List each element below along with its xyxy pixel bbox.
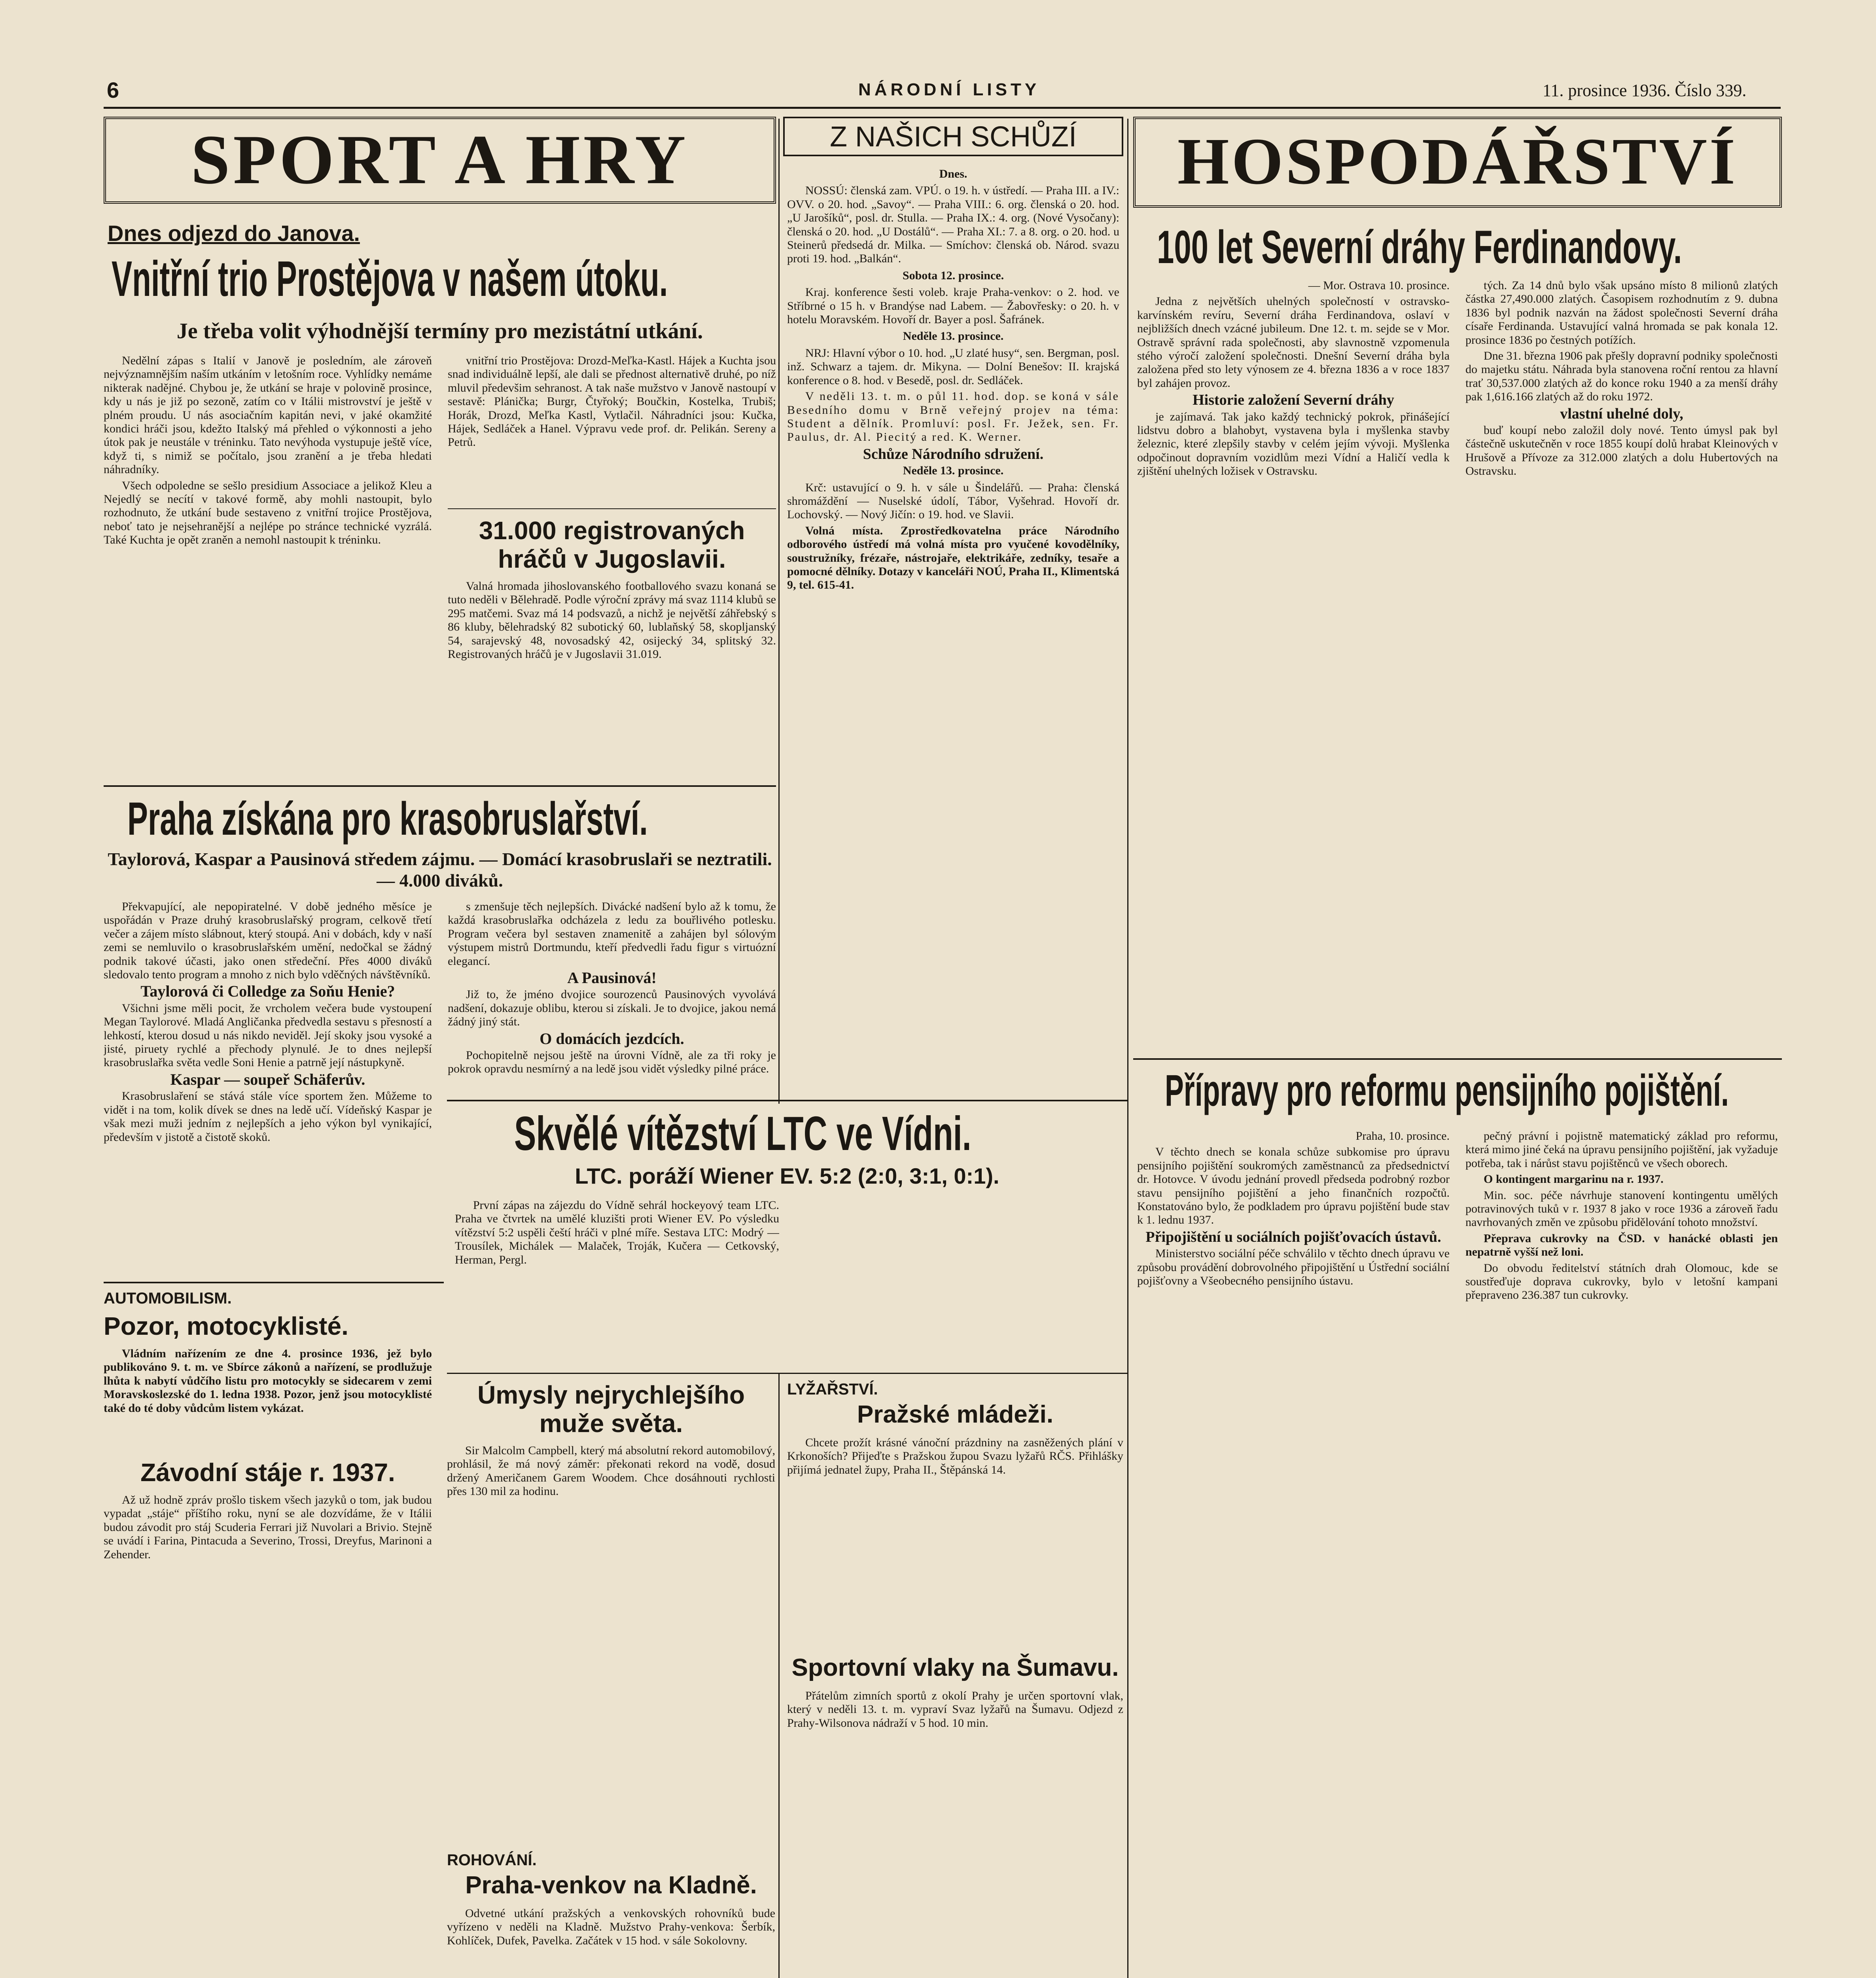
article-column xyxy=(448,354,776,500)
article-column xyxy=(447,1907,775,1978)
section-title-meetings: Z NAŠICH SCHŮZÍ xyxy=(829,121,1077,153)
article-column xyxy=(1137,279,1450,928)
column-rule xyxy=(1127,119,1128,1978)
umysly-article xyxy=(447,1381,775,1978)
subheading: Sobota 12. prosince. xyxy=(902,269,1004,282)
paragraph: Kraj. konference šesti voleb. kraje Praha-venkov: o 2. hod. ve Stříbrné o 15 h. v Brandýse nad Labem. — Žabovřesky: o 20. h. v hotelu Moravském. Hovoří dr. Bayer a posl. Šafránek. xyxy=(787,286,1119,326)
article-headline: Úmysly nejrychlejšího muže světa. xyxy=(477,1381,745,1438)
subheading: Dnes. xyxy=(939,167,967,180)
subheading: Kaspar — soupeř Schäferův. xyxy=(170,1070,365,1088)
subheading: Připojištění u sociálních pojišťovacích ústavů. xyxy=(1145,1228,1441,1245)
paragraph: Pochopitelně nejsou ještě na úrovni Vídně, ale za tři roky je pokrok opravdu nesmírný a na ledě jsou vidět výsledky pilné práce. xyxy=(448,1049,776,1076)
page-number: 6 xyxy=(107,78,119,102)
paragraph: Dne 31. března 1906 pak přešly dopravní podniky společnosti do majetku státu. Náhrada byla stanovena roční rentou za hlavní trať 30,537.000 zlatých až do konce roku 1940 a za menší dráhy pak 1,616.166 zlatých až do roku 1972. xyxy=(1465,349,1778,404)
paragraph: vnitřní trio Prostějova: Drozd-Meľka-Kastl. Hájek a Kuchta jsou snad individuálně lepší, ale dali se přednost alternativě druhé, po níž mluvil předevšim sehranost. A tak naše mužstvo v Janově nastoupí v sestavě: Plánička; Burgr, Čtyřoký; Boučkin, Kostelka, Trubiš; Horák, Drozd, Meľka Kastl, Vytlačil. Náhradníci jsou: Kučka, Hájek, Sedláček a Hanel. Výpravu vede prof. dr. Pelikán. Sereny a Petrů. xyxy=(448,354,776,449)
article-column xyxy=(787,1689,1123,1978)
section-rule xyxy=(447,1100,1127,1101)
section-title-sport: SPORT A HRY xyxy=(191,120,689,199)
newspaper-name: NÁRODNÍ LISTY xyxy=(858,80,1040,99)
article-headline: Přípravy pro reformu pensijního pojištění. xyxy=(1165,1066,1729,1115)
paragraph: První zápas na zájezdu do Vídně sehrál hockeyový team LTC. Praha ve čtvrtek na umělé kluzišti proti Wiener EV. Po výsledku vítězství 5:2 uspěli čeští hráči v plné míře. Sestava LTC: Modrý — Trousílek, Michálek — Malaček, Troják, Kučera — Cetkovský, Herman, Pergl. xyxy=(455,1199,779,1266)
article-column xyxy=(104,900,432,1264)
meetings-column xyxy=(787,164,1119,936)
subheading: A Pausinová! xyxy=(567,969,657,987)
paragraph: buď koupí nebo založil doly nové. Tento úmysl pak byl částečně uskutečněn v roce 1855 koupí dolů hrabat Kleinových v Hrušově a Přívoze za 312.000 zlatých a dolu Hubertových na Ostravsku. xyxy=(1465,424,1778,478)
article-column xyxy=(104,1493,432,1978)
paragraph: Do obvodu ředitelství státních drah Olomouc, kde se soustřeďuje doprava cukrovky, bylo v letošní kampani přepraveno 236.387 tun cukrovky. xyxy=(1465,1261,1778,1302)
paragraph: Překvapující, ale nepopiratelné. V době jedného měsíce je uspořádán v Praze druhý krasobruslařský program, celkově třetí večer a zájem místo slábnout, který stoupá. Ani v dobách, kdy v naší zemi se nemluvilo o krasobruslařském umění, nedočkal se žádný podnik takové účasti, jako onen středeční. Přes 4000 diváků sledovalo tento program a mnoho z nich bylo vděčných návštěvníků. xyxy=(104,900,432,981)
paragraph: Jedna z největších uhelných společností v ostravsko-karvínském revíru, Severní dráha Ferdinandova, oslaví v nejbližších dnech vzácné jubileum. Dne 12. t. m. sejde se v Mor. Ostravě správní rada společnosti, aby slavnostně vzpomenula stého výročí založení společnosti. Dnešní Severní dráha byla založena před sto lety výnosem ze 4. března 1836 a v roce 1837 byl zahájen provoz. xyxy=(1137,295,1450,390)
article-headline: Sportovní vlaky na Šumavu. xyxy=(791,1654,1119,1681)
paragraph: Všichni jsme měli pocit, že vrcholem večera bude vystoupení Megan Taylorové. Mladá Angličanka předvedla sestavu s přesností a lehkostí, kterou dosud u nás nikdo neviděl. Její skoky jsou vysoké a jisté, piruety rychlé a přechody plynulé. Je to dnes nejlepší krasobruslařka světa vedle Soni Henie a patrně její nástupkyně. xyxy=(104,1001,432,1069)
paragraph: Nedělní zápas s Italií v Janově je posledním, ale zároveň nejvýznamnějším naším utkáním v letošním roce. Vyhlídky nemáme nikterak nadějné. Chybou je, že utkání se hraje v polovině prosince, kdy u nás je již po sezoně, zatím co v Itálii mistrovství je ještě v plném proudu. U nás asociačním kapitán nevi, v jaké okamžité kondici hráči jsou, kdežto Italský má přehled o výkonnosti a jeho útok pak je neustále v tréninku. Tato nevýhoda vystupuje ještě více, když ti, s nimiž se počítalo, jsou zranění a je třeba hledati náhradníky. xyxy=(104,354,432,476)
article-column xyxy=(1137,1129,1450,1978)
article-headline: Pražské mládeži. xyxy=(857,1401,1054,1428)
paragraph: Vládním nařízením ze dne 4. prosince 1936, jež bylo publikováno 9. t. m. ve Sbírce zákonů a nařízení, se prodlužuje lhůta k nabytí vůdčího listu pro motocykly se sidecarem v zemi Moravskoslezské do 1. ledna 1938. Pozor, jenž jsou motocyklisté také do té doby vůdcům listem vykázat. xyxy=(104,1347,432,1415)
paragraph: Všech odpoledne se sešlo presidium Associace a jelikož Kleu a Nejedlý se necítí v takové formě, aby mohli nastoupit, bylo rozhodnuto, že utkání bude sestaveno z vnitřní trojice Prostějova, neboť tato je nejsehranější a nejlépe po stránce technické vyzrálá. Také Kuchta je opět zraněn a nemohl nastoupit k tréninku. xyxy=(104,479,432,547)
article-headline: 31.000 registrovaných hráčů v Jugoslavii. xyxy=(479,516,745,573)
article-column xyxy=(104,354,432,773)
article-column xyxy=(447,1444,775,1840)
subheading: Taylorová či Colledge za Soňu Henie? xyxy=(140,982,395,1000)
subheading: Neděle 13. prosince. xyxy=(903,464,1004,477)
paragraph: Chcete prožít krásné vánoční prázdniny na zasněžených plání v Krkonoších? Přijeďte s Pražskou župou Svazu lyžařů RČS. Přihlášky přijímá jednatel župy, Praha II., Štěpánská 14. xyxy=(787,1436,1123,1476)
subheading: vlastní uhelné doly, xyxy=(1560,405,1683,422)
paragraph: Odvetné utkání pražských a venkovských rohovníků bude vyřízeno v neděli na Kladně. Mužstvo Prahy-venkova: Šerbík, Kohlíček, Dufek, Pavelka. Začátek v 15 hod. v sále Sokolovny. xyxy=(447,1907,775,1947)
subheading: Neděle 13. prosince. xyxy=(903,330,1004,343)
paragraph: V neděli 13. t. m. o půl 11. hod. dop. se koná v sále Besedního domu v Brně veřejný projev na téma: Student a dělník. Promluví: posl. Fr. Ježek, sen. Fr. Paulus, dr. Al. Piecitý a red. K. Werner. xyxy=(787,390,1119,444)
subheading: Historie založení Severní dráhy xyxy=(1193,392,1394,409)
paragraph: Již to, že jméno dvojice sourozenců Pausinových vyvolává nadšení, dokazuje oblibu, kterou si získali. Je to dvojice, jakou nemá žádný jiný stát. xyxy=(448,988,776,1029)
economy-section xyxy=(1133,117,1782,1978)
article-subheadline: Taylorová, Kaspar a Pausinová středem zájmu. — Domácí krasobruslaři se neztratili. — 4.000 diváků. xyxy=(108,849,772,890)
header-rule xyxy=(104,107,1781,109)
article-headline: Pozor, motocyklisté. xyxy=(104,1312,348,1340)
section-label: LYŽAŘSTVÍ. xyxy=(787,1381,878,1398)
subheading: O kontingent margarinu na r. 1937. xyxy=(1484,1173,1664,1186)
paragraph: je zajímavá. Tak jako každý technický pokrok, přinášející lidstvu dobro a blahobyt, vystavena byla i myšlenka stavby železnic, které zlepšily stavby v celém jejím vývoji. Myšlenka odpočinout dopravním vozidlům mezi Vídní a Haličí vedla k zjištění uhelných ložisek v Ostravsku. xyxy=(1137,410,1450,478)
column-rule xyxy=(778,119,780,1978)
paragraph: tých. Za 14 dnů bylo však upsáno místo 8 milionů zlatých částka 27,490.000 zlatých. Časopisem rozhodnutím z 9. dubna 1836 byl podnik nazván na žádost společnosti Severní dráha císaře Ferdinanda. Ustavující valná hromada se pak konala 12. prosince 1836 po čestných potížích. xyxy=(1465,279,1778,347)
paragraph: Až už hodně zpráv prošlo tiskem všech jazyků o tom, jak budou vypadat „stáje“ příštího roku, nyní se ale dozvídáme, že v Itálii budou závodit pro stáj Scuderia Ferrari již Nuvolari a Brivio. Stejně se uvádí i Farina, Pintacuda a Severino, Trossi, Dreyfus, Marinoni a Zehender. xyxy=(104,1493,432,1561)
subheading: Přeprava cukrovky na ČSD. v hanácké oblasti jen nepatrně vyšší než loni. xyxy=(1465,1232,1778,1259)
article-column xyxy=(104,1347,432,1450)
section-rule xyxy=(447,1373,1127,1374)
subheading: O domácích jezdcích. xyxy=(540,1029,684,1048)
dateline: Praha, 10. prosince. xyxy=(1355,1129,1450,1142)
section-label: ROHOVÁNÍ. xyxy=(447,1851,537,1869)
paragraph: Ministerstvo sociální péče schválilo v těchto dnech úpravu ve způsobu provádění dobrovolného připojištění u Ústřední sociální pojišťovny a Všeobecného pensijního ústavu. xyxy=(1137,1247,1450,1288)
main-subheadline: Je třeba volit výhodnější termíny pro mezistátní utkání. xyxy=(176,319,703,343)
article-column xyxy=(787,1436,1123,1642)
paragraph: Volná místa. Zprostředkovatelna práce Národního odborového ústředí má volná místa pro vyučené kovodělníky, soustružníky, frézaře, nástrojaře, elektrikáře, zedníky, tesaře a pomocné dělníky. Dotazy v kanceláři NOÚ, Praha II., Klimentská 9, tel. 615-41. xyxy=(787,524,1119,592)
paragraph: Sir Malcolm Campbell, který má absolutní rekord automobilový, prohlásil, že má nový záměr: překonati rekord na vodě, dosud držený Američanem Garem Woodem. Chce dosáhnouti rychlosti přes 130 mil za hodinu. xyxy=(447,1444,775,1498)
date-issue: 11. prosince 1936. Číslo 339. xyxy=(1543,81,1747,100)
hockey-article xyxy=(447,1104,1127,1373)
article-subheadline: LTC. poráží Wiener EV. 5:2 (2:0, 3:1, 0:1). xyxy=(575,1163,1000,1188)
paragraph: pečný právní i pojistně matematický základ pro reformu, která mimo jiné čeká na úpravu pensijního pojištění, jak vyžaduje potřeba, tak i nárůst stavu pojištěnců ve všech oborech. xyxy=(1465,1129,1778,1170)
section-title-economy: HOSPODÁŘSTVÍ xyxy=(1177,125,1738,198)
paragraph: V těchto dnech se konala schůze subkomise pro úpravu pensijního pojištění soukromých zaměstnanců za předsednictví dr. Hotovce. V úvodu jednání provedl předseda podrobný rozbor stavu pensijního pojištění a jeho finančních rozpočtů. Konstatováno bylo, že podkladem pro úpravu pojištění bude stav k 1. lednu 1937. xyxy=(1137,1145,1450,1227)
paragraph: Krasobruslaření se stává stále více sportem žen. Můžeme to vidět i na tom, kolik dívek se dnes na ledě učí. Vídeňský Kaspar je však mezi muži jedním z nejlepších a jeho výkon byl vynikající, především v jistotě a čistotě skoků. xyxy=(104,1089,432,1144)
article-column xyxy=(448,580,776,769)
kicker: Dnes odjezd do Janova. xyxy=(108,221,360,246)
article-headline: Závodní stáje r. 1937. xyxy=(140,1458,395,1487)
paragraph: Min. soc. péče návrhuje stanovení kontingentu umělých potravinových tuků v r. 1937 8 jako v roce 1936 a zároveň řadu navrhovaných změn ve způsobu přidělování tohoto množství. xyxy=(1465,1188,1778,1229)
subheading: Schůze Národního sdružení. xyxy=(863,445,1044,462)
article-headline: Skvělé vítězství LTC ve Vídni. xyxy=(514,1106,971,1160)
ski-article xyxy=(787,1381,1123,1978)
article-column xyxy=(1465,1129,1778,1978)
section-label: AUTOMOBILISM. xyxy=(104,1290,232,1307)
paragraph: NRJ: Hlavní výbor o 10. hod. „U zlaté husy“, sen. Bergman, posl. inž. Schwarz a tajem. dr. Mikyna. — Dolní Benešov: II. krajská konference o 8. hod. v Besedě, posl. dr. Sedláček. xyxy=(787,346,1119,387)
paragraph: Přátelům zimních sportů z okolí Prahy je určen sportovní vlak, který v neděli 13. t. m. vypraví Svaz lyžařů na Šumavu. Odjezd z Prahy-Wilsonova nádraží v 5 hod. 10 min. xyxy=(787,1689,1123,1730)
dateline: — Mor. Ostrava 10. prosince. xyxy=(1308,279,1450,292)
article-column xyxy=(1465,279,1778,928)
paragraph: Krč: ustavující o 9. h. v sále u Šindelářů. — Praha: členská shromáždění — Nuselské údolí, Tábor, Vyšehrad. Hovoří dr. Lochovský. — Nový Jičín: o 19. hod. ve Slavii. xyxy=(787,481,1119,521)
paragraph: NOSSÚ: členská zam. VPÚ. o 19. h. v ústředí. — Praha III. a IV.: OVV. o 20. hod. „Savoy“. — Praha VIII.: 6. org. členská o 20. hod. „U Jarošíků“, posl. dr. Stulla. — Praha IX.: 4. org. (Nové Vysočany): členská o 20. hod. „U Dostálů“. — Praha XI.: 7. a 8. org. o 20. hod. u Steinerů předsedá dr. Milka. — Smíchov: členská ob. Národ. svazu proti 19. hod. „Balkán“. xyxy=(787,184,1119,265)
paragraph: s zmenšuje těch nejlepších. Divácké nadšení bylo až k tomu, že každá krasobruslařka odcházela z ledu za bouřlivého potlesku. Program večera byl sestaven znamenitě a zahájen byl sólovým výstupem mistrů Dortmundu, kteří předvedli řadu figur s virtuózní elegancí. xyxy=(448,900,776,968)
article-headline: Praha získána pro krasobruslařství. xyxy=(127,793,648,845)
article-headline: 100 let Severní dráhy Ferdinandovy. xyxy=(1157,221,1682,273)
main-headline: Vnitřní trio Prostějova v našem útoku. xyxy=(112,251,668,307)
article-column xyxy=(455,1199,779,1365)
article-headline: Praha-venkov na Kladně. xyxy=(465,1872,757,1899)
paragraph: Valná hromada jihoslovanského footballového svazu konaná se tuto neděli v Bělehradě. Podle výroční zprávy má svaz 1114 klubů se 295 matčemi. Svaz má 14 podsvazů, a nichž je největší záhřebský s 86 kluby, bělehradský 82 subotický 60, lublaňský 58, skopljanský 54, sarajevský 48, novosadský 42, osijecký 34, splitský 32. Registrovaných hráčů je v Jugoslavii 31.019. xyxy=(448,580,776,661)
